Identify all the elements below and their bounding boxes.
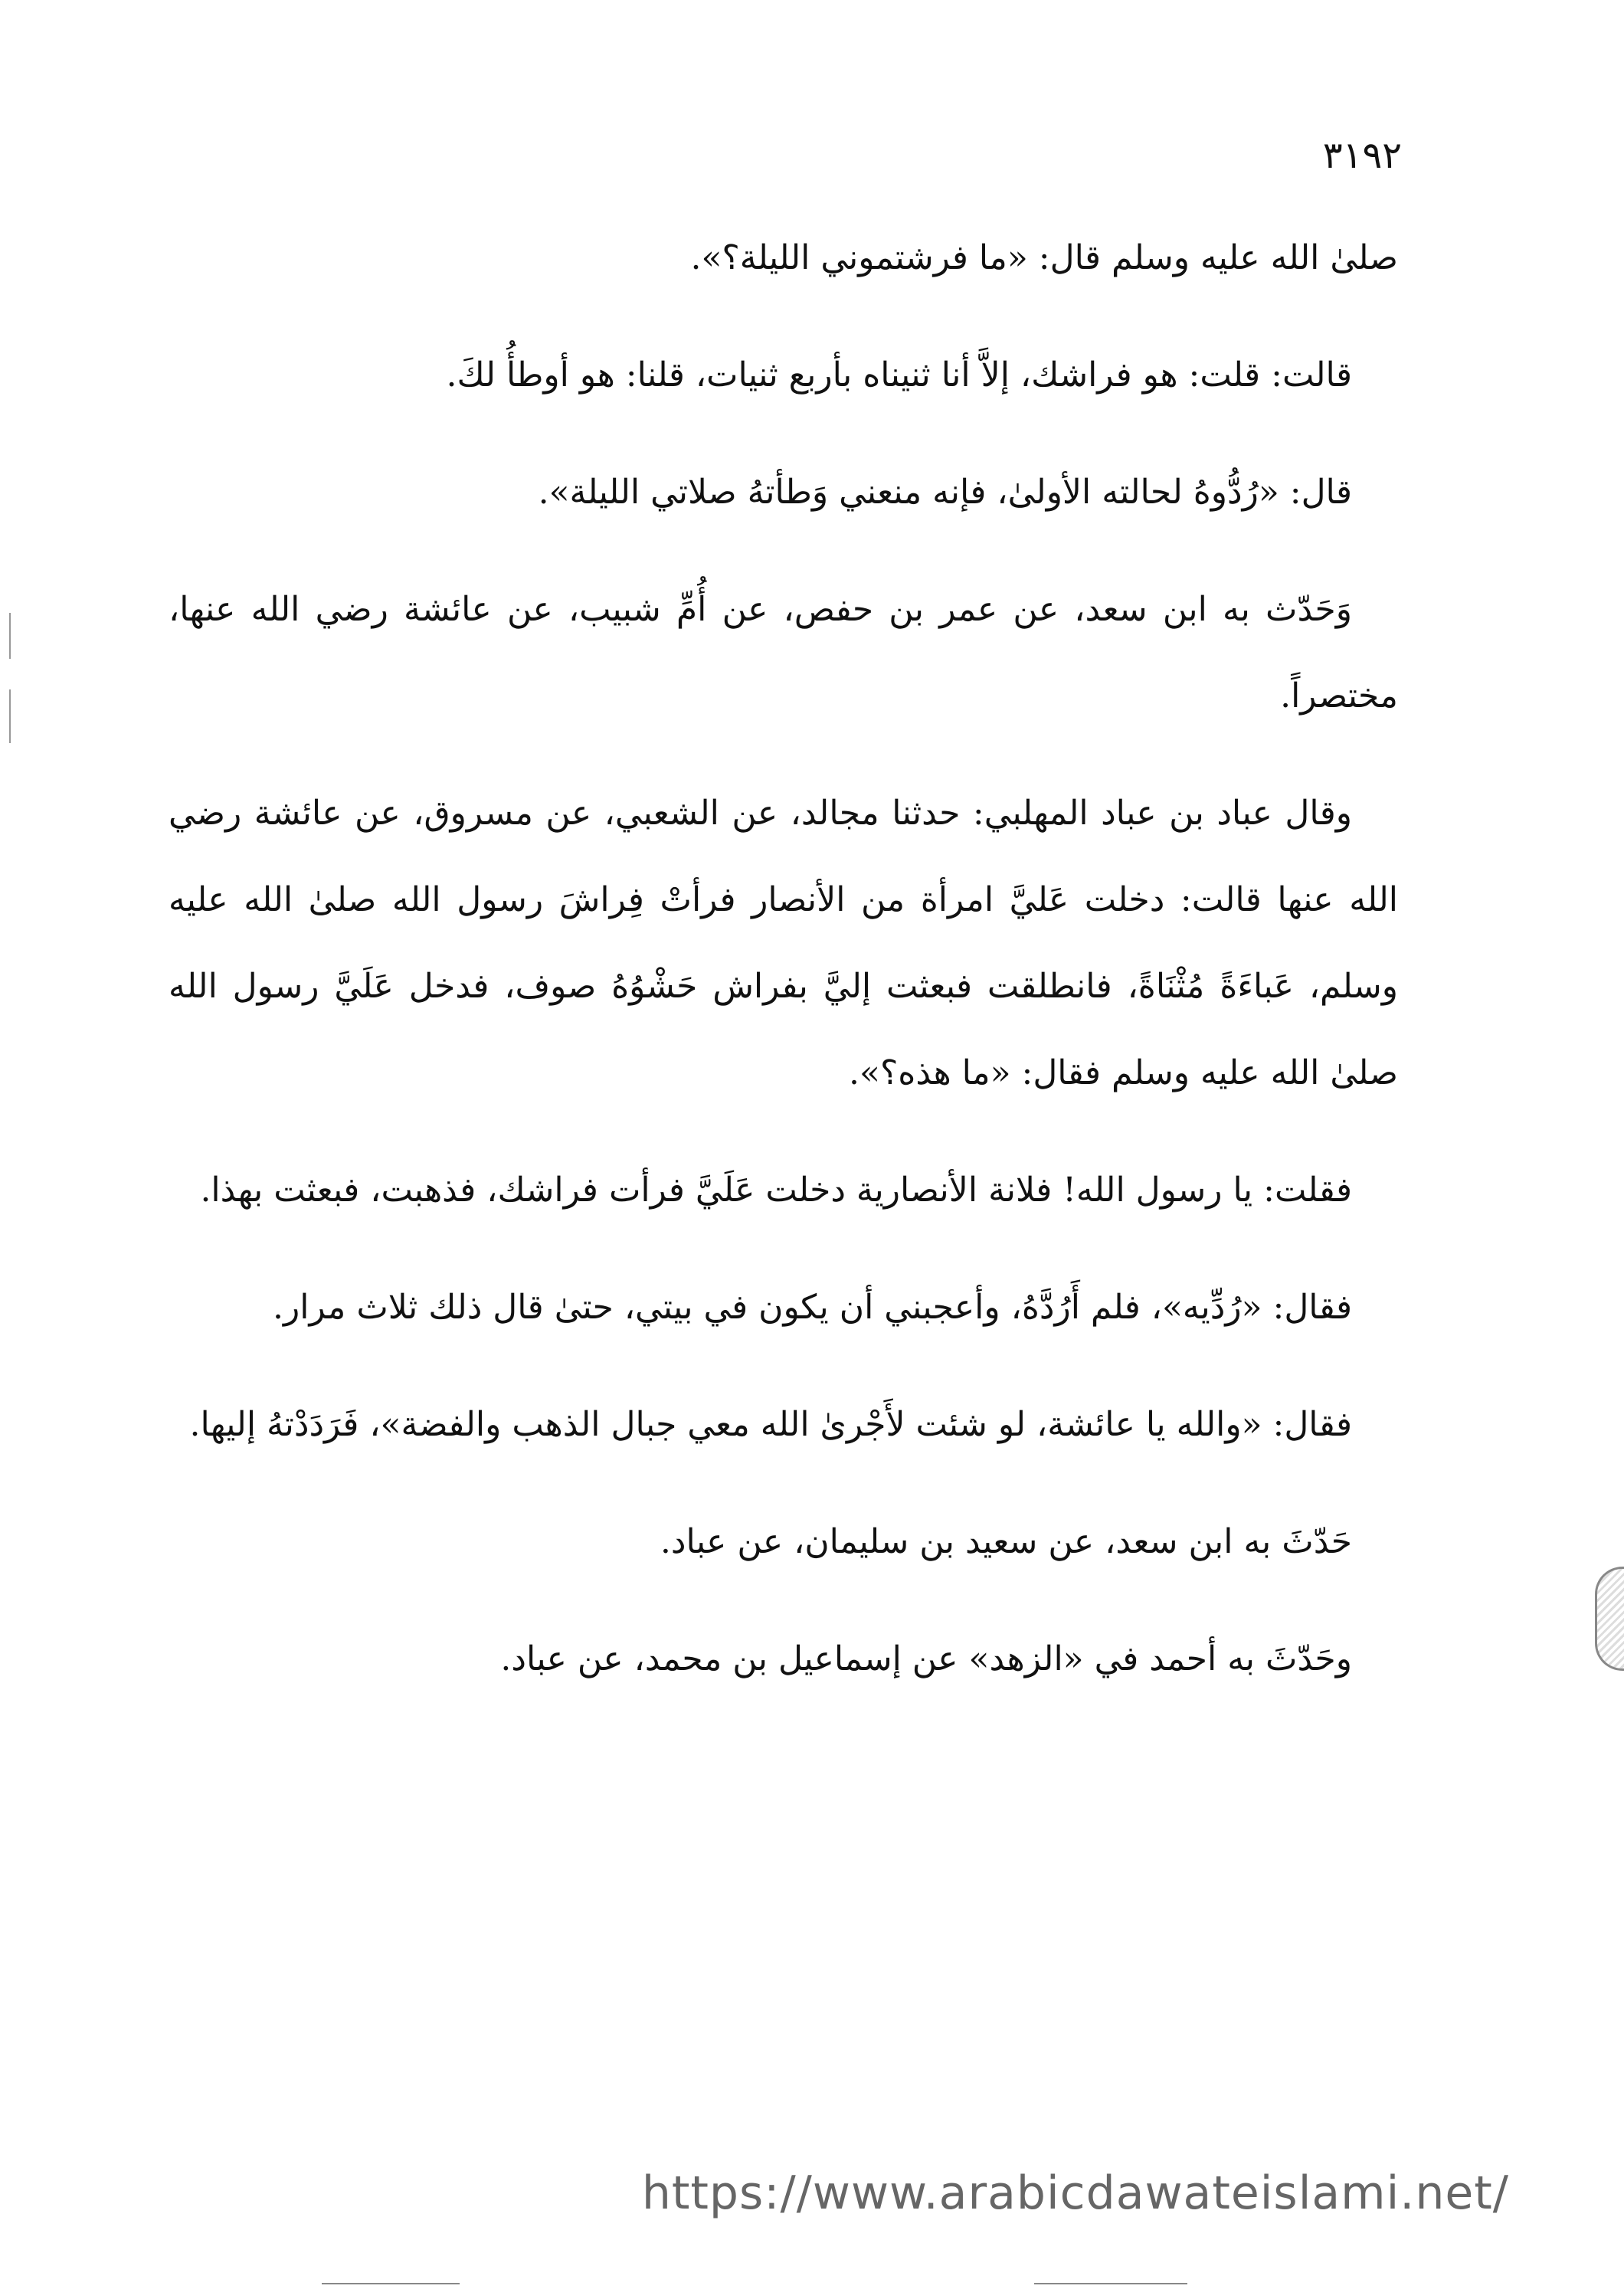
watermark-url: https://www.arabicdawateislami.net/ — [641, 2166, 1509, 2220]
paragraph: قالت: قلت: هو فراشك، إلاَّ أنا ثنيناه بأربع ثنيات، قلنا: هو أوطأُ لكَ. — [446, 355, 1352, 395]
paragraph: فقال: «والله يا عائشة، لو شئت لأَجْرىٰ الله معي جبال الذهب والفضة»، فَرَدَدْتهُ إليها. — [189, 1405, 1352, 1444]
page-number: ٣١٩٢ — [1322, 134, 1402, 177]
paragraph: قال: «رُدُّوهُ لحالته الأولىٰ، فإنه منعني وَطأتهُ صلاتي الليلة». — [538, 473, 1352, 512]
page-edge-artifact — [1595, 1567, 1624, 1671]
paragraph: وقال عباد بن عباد المهلبي: حدثنا مجالد، عن الشعبي، عن مسروق، عن عائشة رضي الله عنها قالت: دخلت عَليَّ امرأة من الأنصار فرأتْ فِراشَ رسول الله صلىٰ الله عليه وسلم، عَباءَةً مُثْنَاةً، فانطلقت فبعثت إليَّ بفراش حَشْوُهُ صوف، فدخل عَلَيَّ رسول الله صلىٰ الله عليه وسلم فقال: «ما هذه؟». — [169, 794, 1398, 1092]
paragraph: صلىٰ الله عليه وسلم قال: «ما فرشتموني الليلة؟». — [690, 238, 1398, 277]
paragraph: وحَدّثَ به أحمد في «الزهد» عن إسماعيل بن محمد، عن عباد. — [500, 1639, 1352, 1678]
paragraph: فقلت: يا رسول الله! فلانة الأنصارية دخلت عَلَيَّ فرأت فراشك، فذهبت، فبعثت بهذا. — [200, 1171, 1352, 1210]
paragraph: فقال: «رُدِّيه»، فلم أَرُدَّهُ، وأعجبني أن يكون في بيتي، حتىٰ قال ذلك ثلاث مرار. — [273, 1288, 1352, 1327]
scan-bottom-line — [1034, 2283, 1187, 2284]
scan-bottom-line — [322, 2283, 460, 2284]
scan-edge-mark — [9, 613, 11, 659]
paragraph: حَدّثَ به ابن سعد، عن سعيد بن سليمان، عن عباد. — [660, 1522, 1352, 1561]
paragraph: وَحَدّث به ابن سعد، عن عمر بن حفص، عن أُمِّ شبيب، عن عائشة رضي الله عنها، مختصراً. — [169, 590, 1398, 716]
body-text — [169, 214, 1398, 1733]
scan-edge-mark — [9, 689, 11, 743]
